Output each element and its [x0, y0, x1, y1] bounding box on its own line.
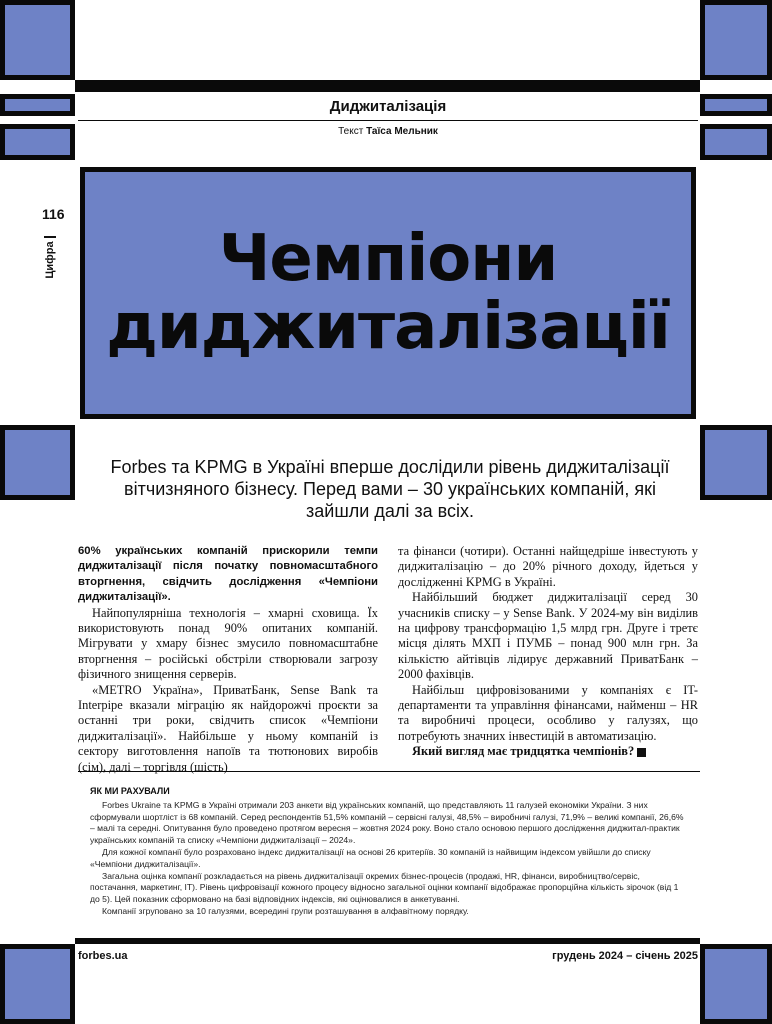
hero-title	[106, 222, 670, 364]
byline-author: Таїса Мельник	[366, 126, 438, 137]
end-mark-icon: F	[637, 748, 646, 757]
edge-square-left-2	[0, 124, 75, 160]
byline	[78, 126, 698, 137]
hero-title-line-1: Чемпіони	[218, 222, 558, 296]
closing-question	[398, 744, 698, 759]
body-paragraph: Найбільш цифровізованими у компаніях є IT-департаменти та управління фінансами, найменш – HR та виробничі процеси, особливо у галузях, що потребують значних інвестицій в автоматизацію.	[398, 682, 698, 743]
methodology-box	[90, 786, 686, 918]
header-rule-right	[740, 94, 772, 98]
page-number: 116	[42, 206, 65, 222]
methodology-paragraph: Компанії згруповано за 10 галузями, всередині групи розташування в алфавітному порядку.	[102, 905, 469, 916]
methodology-paragraph: Forbes Ukraine та KPMG в Україні отримали 203 анкети від українських компаній, що представляють 11 галузей економіки України. З них сформували шортліст із 68 компаній. Серед респондентів 51,5% компаній – сервісні галузі, 48,5% – виробничі галузі, 71,9% – великі компанії, 26,6% – малі та середні. Опитування було проведено протягом вересня – жовтня 2024 року. Воно стало основою першого дослідження диджитал-практик українських компаній та списку «Чемпіони диджиталізації – 2024».	[90, 799, 684, 846]
body-paragraph: «METRO Україна», ПриватБанк, Sense Bank та Interpipe вказали міграцію як найдорожчі проєкти за останні три роки, свідчить список «Чемпіони диджиталізації». Найбільше у ньому компаній із сектору виготовлення напоїв та тютюнових виробів (сім), далі – торгівля (шість)	[78, 682, 378, 774]
page-number-rule	[44, 236, 56, 238]
methodology-title: ЯК МИ РАХУВАЛИ	[90, 786, 170, 796]
footer-site-link[interactable]: forbes.ua	[78, 950, 128, 962]
corner-square-bottom-left	[0, 944, 75, 1024]
footer-issue-date: грудень 2024 – січень 2025	[552, 950, 698, 962]
edge-square-right-3	[700, 425, 772, 500]
byline-prefix: Текст	[338, 126, 364, 137]
hero-title-line-2: диджиталізації	[106, 290, 670, 364]
body-paragraph: та фінанси (чотири). Останні найщедріше інвестують у диджиталізацію – до 20% річного доходу, йдеться у дослідженні KPMG в Україні.	[398, 544, 698, 589]
methodology-paragraph: Для кожної компанії було розраховано індекс диджиталізації на основі 26 критеріїв. 30 компаній із найвищим індексом увійшли до списку «Чемпіони диджиталізації».	[90, 846, 651, 869]
section-label-vertical: Цифра	[44, 241, 56, 279]
body-paragraph: Найбільший бюджет диджиталізації серед 30 учасників списку – у Sense Bank. У 2024-му він виділив на цифрову трансформацію 1,5 млрд грн. Друге і третє місця ділять МХП і ПУМБ – понад 900 млн грн. За кількістю айтівців лідирує державний ПриватБанк – 2000 фахівців.	[398, 590, 698, 682]
corner-square-bottom-right	[700, 944, 772, 1024]
section-title: Диджиталізація	[329, 98, 447, 115]
body-column-left	[78, 544, 378, 775]
edge-square-right-2	[700, 124, 772, 160]
edge-square-left-1	[0, 94, 75, 116]
bottom-rule	[75, 938, 700, 944]
body-column-right	[398, 544, 698, 760]
section-underline	[78, 120, 698, 121]
closing-question-text: Який вигляд має тридцятка чемпіонів?	[412, 744, 635, 759]
hero-banner	[80, 167, 696, 419]
corner-square-top-right	[700, 0, 772, 80]
body-paragraph: Найпопулярніша технологія – хмарні сховища. Їх використовують понад 90% опитаних компаній. Мігрувати у хмару бізнес змусило повномасштабне вторгнення – російські обстріли створювали загрозу фізичного знищення серверів.	[78, 605, 378, 682]
corner-square-top-left	[0, 0, 75, 80]
methodology-paragraph: Загальна оцінка компанії розкладається на рівень диджиталізації окремих бізнес-процесів (продажі, HR, фінанси, виробництво/сервіс, постачання, маркетинг, IT). Рівень цифровізації кожного процесу відносно загальної оцінки компанії відображає пропорційна кількість зірочок (від 1 до 5). Цей показник сформовано на базі відповідних індексів, які оцінювалися в анкетуванні.	[90, 870, 679, 905]
edge-square-left-3	[0, 425, 75, 500]
lead-paragraph: 60% українських компаній прискорили темпи диджиталізації після початку повномасштабного вторгнення, свідчить дослідження «Чемпіони диджиталізації».	[78, 545, 378, 604]
top-rule	[75, 80, 700, 92]
intro-lead: Forbes та KPMG в Україні вперше дослідили рівень диджиталізації вітчизняного бізнесу. Перед вами – 30 українських компаній, які зайшли далі за всіх.	[110, 457, 670, 521]
